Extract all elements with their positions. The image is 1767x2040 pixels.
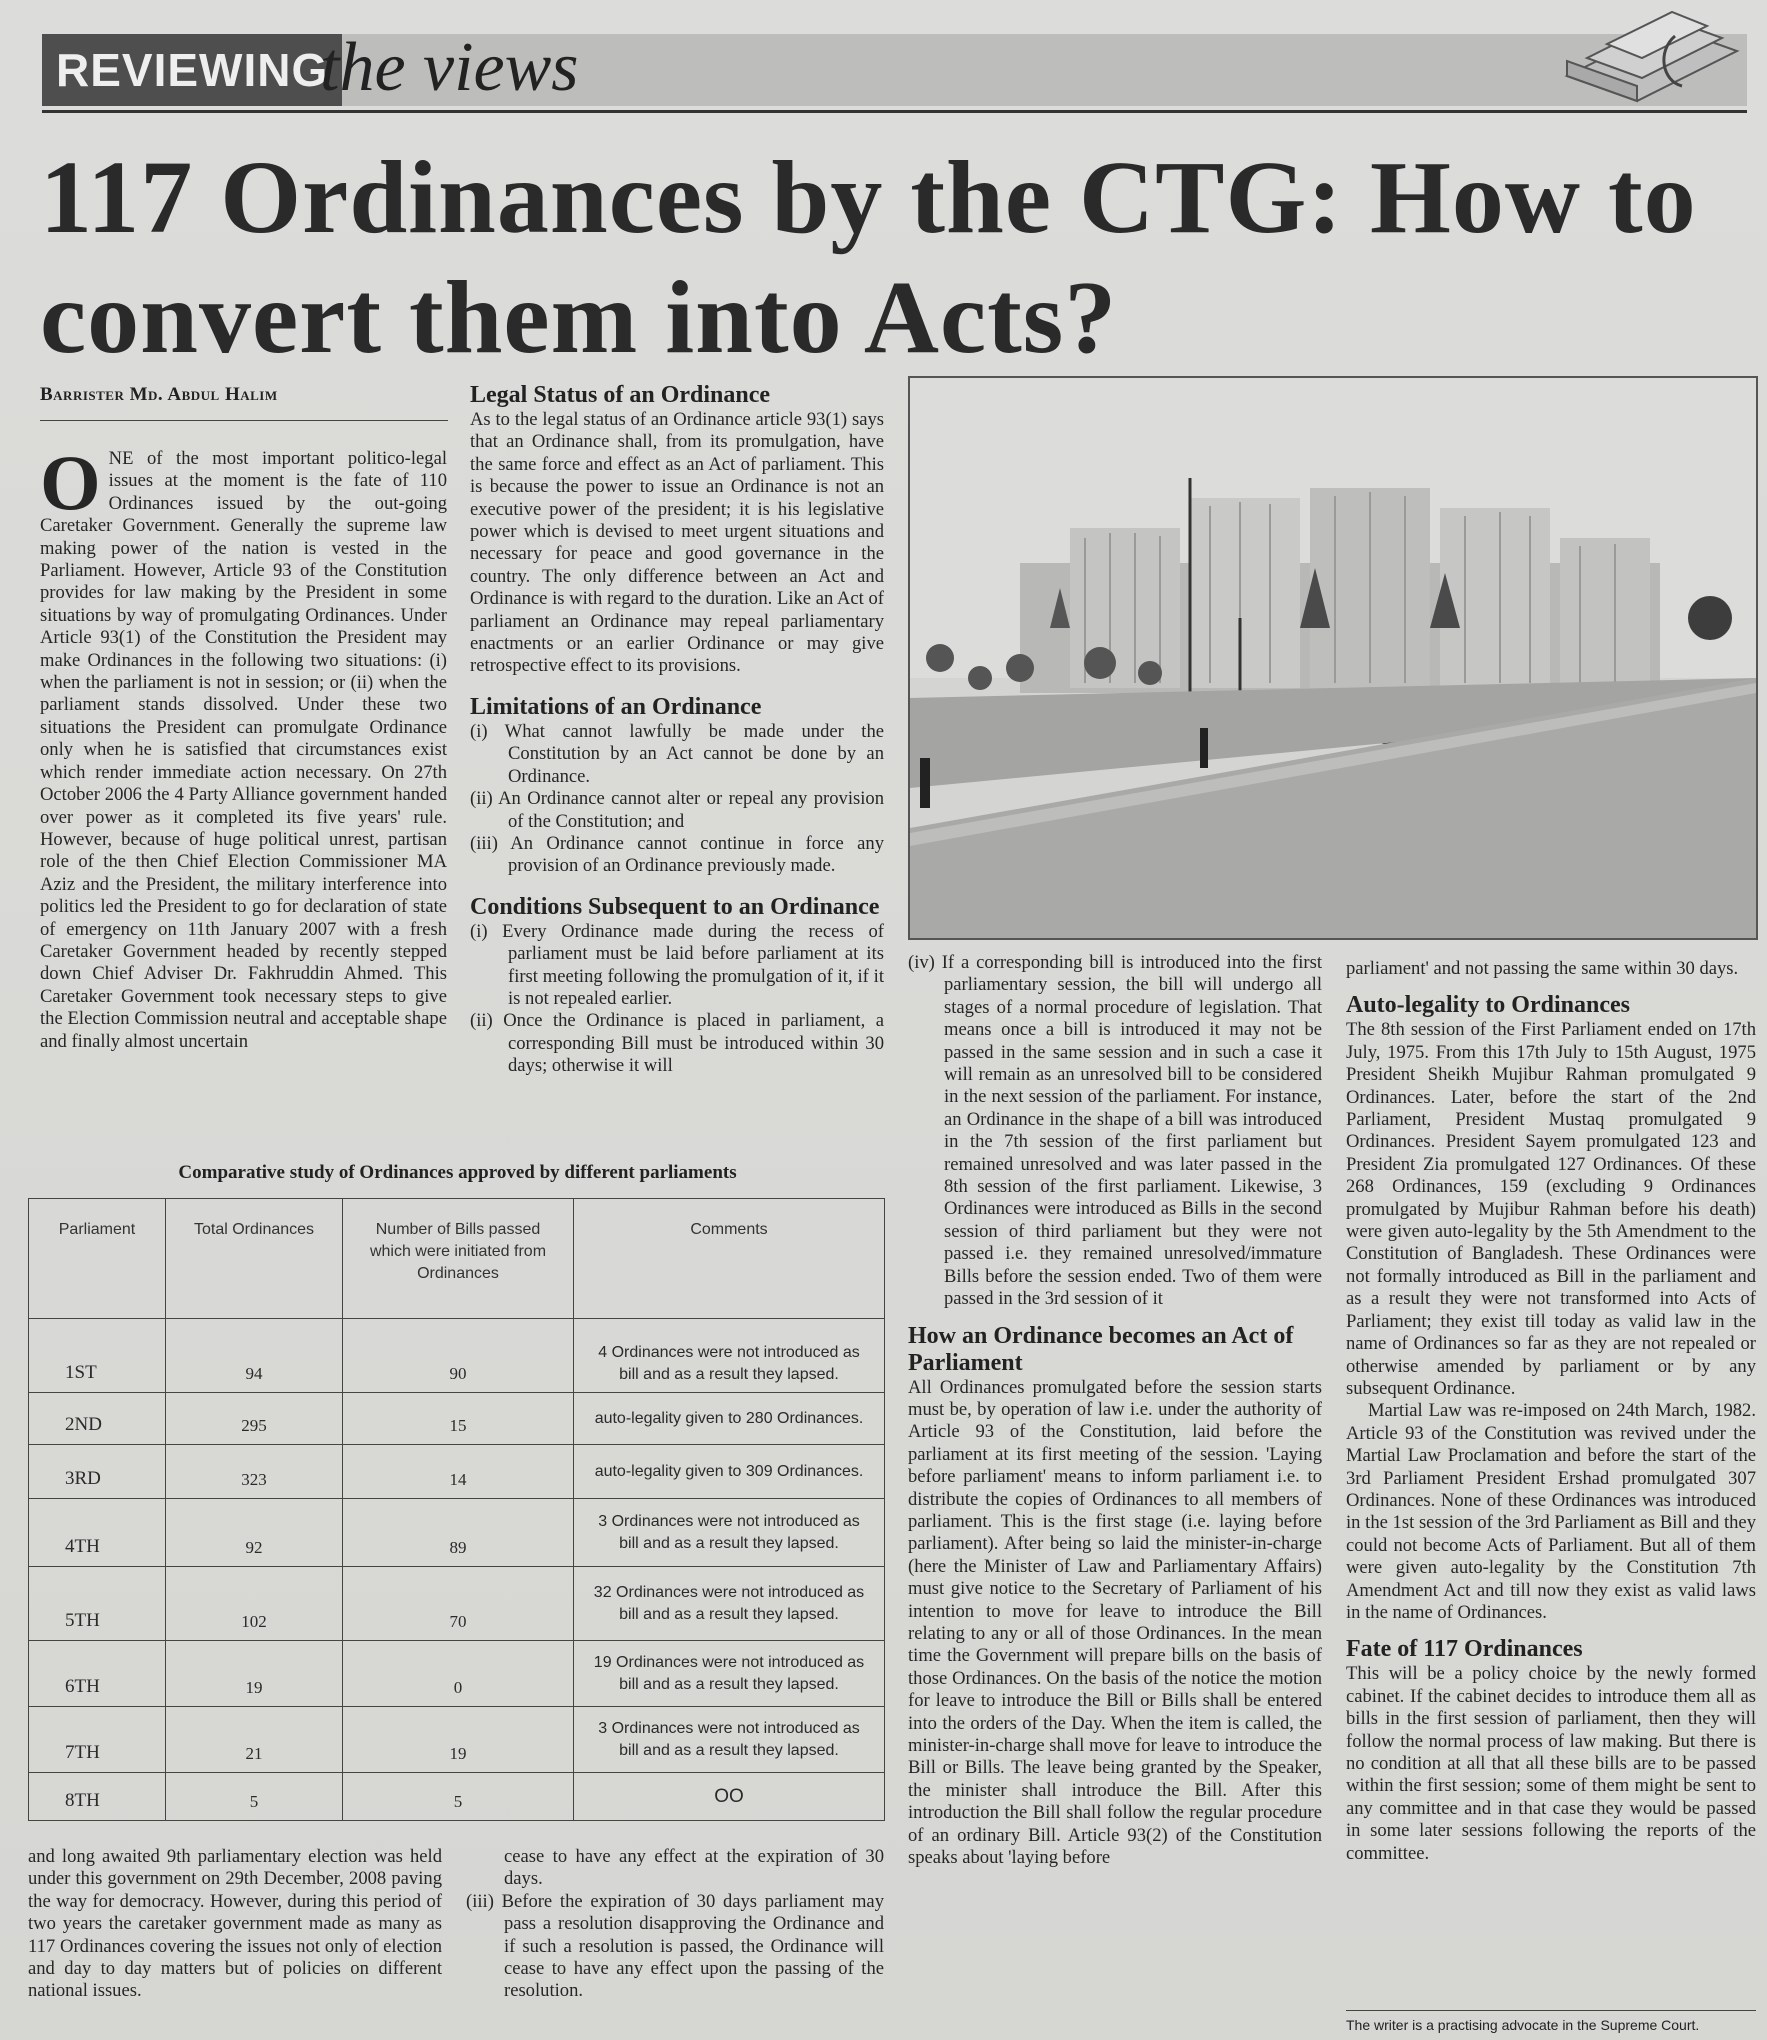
auto-legality-heading: Auto-legality to Ordinances [1346, 992, 1630, 1019]
total-cell: 5 [166, 1773, 343, 1821]
parliament-cell: 1ST [29, 1319, 166, 1393]
column-3 [908, 952, 1322, 1869]
column-header: Total Ordinances [166, 1199, 343, 1319]
column-1 [40, 439, 447, 1053]
parliament-cell: 2ND [29, 1393, 166, 1445]
column-header: Parliament [29, 1199, 166, 1319]
table-header-row [29, 1199, 885, 1319]
bills-cell: 5 [343, 1773, 574, 1821]
martial-law-text: Martial Law was re-imposed on 24th March, 1982. Article 93 of the Constitution was revived under the Martial Law Proclamation and before the start of the 3rd Parliament President Ershad promulgated 307 Ordinances. None of these Ordinances was introduced in the 1st session of the 3rd Parliament as Bill and they could not become Acts of Parliament. But all of them were given auto-legality by the Constitution 7th Amendment Act and till now they exist as valid laws in the name of Ordinances. [1346, 1400, 1756, 1623]
auto-legality-text: The 8th session of the First Parliament ended on 17th July, 1975. From this 17th July to 15th August, 1975 President Sheikh Mujibur Rahman promulgated 9 Ordinances. Later, before the start of the 2nd Parliament, President Mustaq promulgated 9 Ordinances. President Sayem promulgated 123 and President Zia promulgated 127 Ordinances. Of these 268 Ordinances, 159 (excluding 9 Ordinances promulgated by Mujibur Rahman before his death) were given auto-legality by the 5th Amendment to the Constitution of Bangladesh. These Ordinances were not formally introduced as Bill in the parliament and as a result they were not transformed into Acts of Parliament; they exist till today as valid law in the name of Ordinances so far as they are not repealed or otherwise amended by parliament or by any subsequent Ordinance. [1346, 1019, 1756, 1399]
intro-continued: and long awaited 9th parliamentary election was held under this government on 29th December, 2008 paving the way for democracy. However, during this period of two years the caretaker government made as many as 117 Ordinances covering the issues not only of election and day to day matters but of policies on different national issues. [28, 1846, 442, 2002]
comment-cell: OO [574, 1773, 885, 1821]
total-cell: 295 [166, 1393, 343, 1445]
comment-cell: auto-legality given to 309 Ordinances. [574, 1445, 885, 1499]
comment-cell: 32 Ordinances were not introduced as bill and as a result they lapsed. [574, 1567, 885, 1641]
total-cell: 92 [166, 1499, 343, 1567]
condition-item: (iii) Before the expiration of 30 days parliament may pass a resolution disapproving the Ordinance and if such a resolution is passed, the Ordinance will cease to have any effect upon the passing of the resolution. [466, 1890, 884, 2002]
dropcap: O [40, 439, 101, 526]
parliament-cell: 4TH [29, 1499, 166, 1567]
table-row [29, 1567, 885, 1641]
how-text: All Ordinances promulgated before the session starts must be, by operation of law i.e. under the authority of Article 93 of the Constitution, laid before the parliament at its first meeting of the session. 'Laying before parliament' means to inform parliament i.e. to distribute the copies of Ordinances to all members of parliament. This is the first stage (i.e. laying before parliament). After being so laid the minister-in-charge (here the Minister of Law and Parliamentary Affairs) must give notice to the Secretary of Parliament of his intention to move for leave to introduce the Bill relating to any or all of those Ordinances. In the mean time the Government will prepare bills on the basis of those Ordinances. On the basis of the notice the motion for leave to introduce the Bill or Bills shall be entered into the orders of the Day. When the item is called, the minister-in-charge shall move for leave to introduce the Bill or Bills. The leave being granted by the Speaker, the minister shall introduce the Bill. After this introduction the Bill shall follow the regular procedure of an ordinary Bill. Article 93(2) of the Constitution speaks about 'laying before [908, 1376, 1322, 1869]
bills-cell: 89 [343, 1499, 574, 1567]
column-4 [1346, 958, 1756, 1865]
kicker-label: REVIEWING [42, 34, 342, 106]
comment-cell: 3 Ordinances were not introduced as bill and as a result they lapsed. [574, 1707, 885, 1773]
table-row [29, 1773, 885, 1821]
limitations-heading: Limitations of an Ordinance [470, 693, 762, 720]
bills-cell: 90 [343, 1319, 574, 1393]
column-1-continued [28, 1846, 442, 2003]
bills-cell: 19 [343, 1707, 574, 1773]
legal-status-heading: Legal Status of an Ordinance [470, 382, 771, 408]
parliament-cell: 7TH [29, 1707, 166, 1773]
table-row [29, 1319, 885, 1393]
total-cell: 102 [166, 1567, 343, 1641]
parliament-cell: 5TH [29, 1567, 166, 1641]
parliament-cell: 6TH [29, 1641, 166, 1707]
byline: Barrister Md. Abdul Halim [40, 384, 448, 421]
total-cell: 323 [166, 1445, 343, 1499]
limitation-item: (ii) An Ordinance cannot alter or repeal any provision of the Constitution; and [470, 788, 884, 832]
fate-heading: Fate of 117 Ordinances [1346, 1636, 1583, 1663]
parliament-cell: 3RD [29, 1445, 166, 1499]
column-2-continued [466, 1846, 884, 2003]
section-kicker [42, 26, 1747, 113]
table-row [29, 1445, 885, 1499]
total-cell: 19 [166, 1641, 343, 1707]
table-row [29, 1641, 885, 1707]
intro-paragraph: NE of the most important politico-legal issues at the moment is the fate of 110 Ordinances issued by the out-going Caretaker Government. Generally the supreme law making power of the nation is vested in the Parliament. However, Article 93 of the Constitution provides for law making by the President in some situations by way of promulgating Ordinances. Under Article 93(1) of the Constitution the President may make Ordinances in the following two situations: (i) when the parliament is not in session; or (ii) when the parliament stands dissolved. Under these two situations the President can promulgate Ordinance only when he is satisfied that circumstances exist which render immediate action necessary. On 27th October 2006 the 4 Party Alliance government handed over power as it completed its five years' rule. However, because of huge political unrest, partisan role of the then Chief Election Commissioner MA Aziz and the President, the military interference into politics led the President to go for declaration of state of emergency on 11th January 2007 with a fresh Caretaker Government headed by recently stepped down Chief Adviser Dr. Fakhruddin Ahmed. This Caretaker Government took necessary steps to give the Election Commission neutral and acceptable shape and finally almost uncertain [40, 448, 447, 1052]
comment-cell: 19 Ordinances were not introduced as bill and as a result they lapsed. [574, 1641, 885, 1707]
headline: 117 Ordinances by the CTG: How to convert them into Acts? [40, 140, 1697, 375]
table-caption: Comparative study of Ordinances approved by different parliaments [178, 1162, 737, 1183]
how-heading: How an Ordinance becomes an Act of Parliament [908, 1322, 1294, 1376]
comment-cell: 3 Ordinances were not introduced as bill and as a result they lapsed. [574, 1499, 885, 1567]
bills-cell: 15 [343, 1393, 574, 1445]
bills-cell: 70 [343, 1567, 574, 1641]
bills-cell: 14 [343, 1445, 574, 1499]
limitation-item: (i) What cannot lawfully be made under the Constitution by an Act cannot be done by an Ordinance. [470, 720, 884, 787]
condition-continued: cease to have any effect at the expiration of 30 days. [504, 1846, 884, 1890]
comment-cell: 4 Ordinances were not introduced as bill and as a result they lapsed. [574, 1319, 885, 1393]
conditions-heading: Conditions Subsequent to an Ordinance [470, 893, 880, 920]
column-header: Comments [574, 1199, 885, 1319]
column-2 [470, 382, 884, 1078]
condition-item: (iv) If a corresponding bill is introduced into the first parliamentary session, the bill will undergo all stages of a normal procedure of legislation. That means once a bill is introduced it may not be passed in the same session and in such a case it will remain as an unresolved bill to be considered in the next session of the parliament. For instance, an Ordinance in the shape of a bill was introduced in the 7th session of the first parliament but remained unresolved and was later passed in the 8th session of the first parliament. Likewise, 3 Ordinances were introduced as Bills in the second session of third parliament but they were not passed i.e. they remained unresolved/immature Bills before the session ended. Two of them were passed in the 3rd session of it [908, 952, 1322, 1310]
limitation-item: (iii) An Ordinance cannot continue in force any provision of an Ordinance previously made. [470, 832, 884, 877]
table-row [29, 1393, 885, 1445]
column-4-continued: parliament' and not passing the same within 30 days. [1346, 958, 1739, 979]
section-name: the views [320, 29, 579, 106]
column-header: Number of Bills passed which were initiated from Ordinances [343, 1199, 574, 1319]
total-cell: 94 [166, 1319, 343, 1393]
comment-cell: auto-legality given to 280 Ordinances. [574, 1393, 885, 1445]
table-row [29, 1499, 885, 1567]
total-cell: 21 [166, 1707, 343, 1773]
books-icon [1557, 6, 1747, 106]
bills-cell: 0 [343, 1641, 574, 1707]
parliament-photo [908, 376, 1758, 940]
legal-status-text: As to the legal status of an Ordinance article 93(1) says that an Ordinance shall, from its promulgation, have the same force and effect as an Act of parliament. This is because the power to issue an Ordinance is not an executive power of the president; it is his legislative power which is devised to meet urgent situations and necessary for peace and good governance in the country. The only difference between an Act and Ordinance is with regard to the duration. Like an Act of parliament an Ordinance may repeal parliamentary enactments or an earlier Ordinance or may give retrospective effect to its provisions. [470, 409, 884, 677]
table-row [29, 1707, 885, 1773]
fate-text: This will be a policy choice by the newly formed cabinet. If the cabinet decides to introduce them all as bills in the first session of parliament, then they will follow the normal process of law making. But there is no condition at all that all these bills are to be passed within the first session; some of them might be sent to any committee and in that case they would be passed in some later sessions following the reports of the committee. [1346, 1663, 1756, 1864]
condition-item: (ii) Once the Ordinance is placed in parliament, a corresponding Bill must be introduced within 30 days; otherwise it will [470, 1010, 884, 1077]
condition-item: (i) Every Ordinance made during the recess of parliament must be laid before parliament at its first meeting following the promulgation of it, if it is not repealed earlier. [470, 920, 884, 1009]
author-note: The writer is a practising advocate in the Supreme Court. [1346, 2010, 1756, 2033]
ordinance-table [28, 1198, 885, 1821]
parliament-cell: 8TH [29, 1773, 166, 1821]
